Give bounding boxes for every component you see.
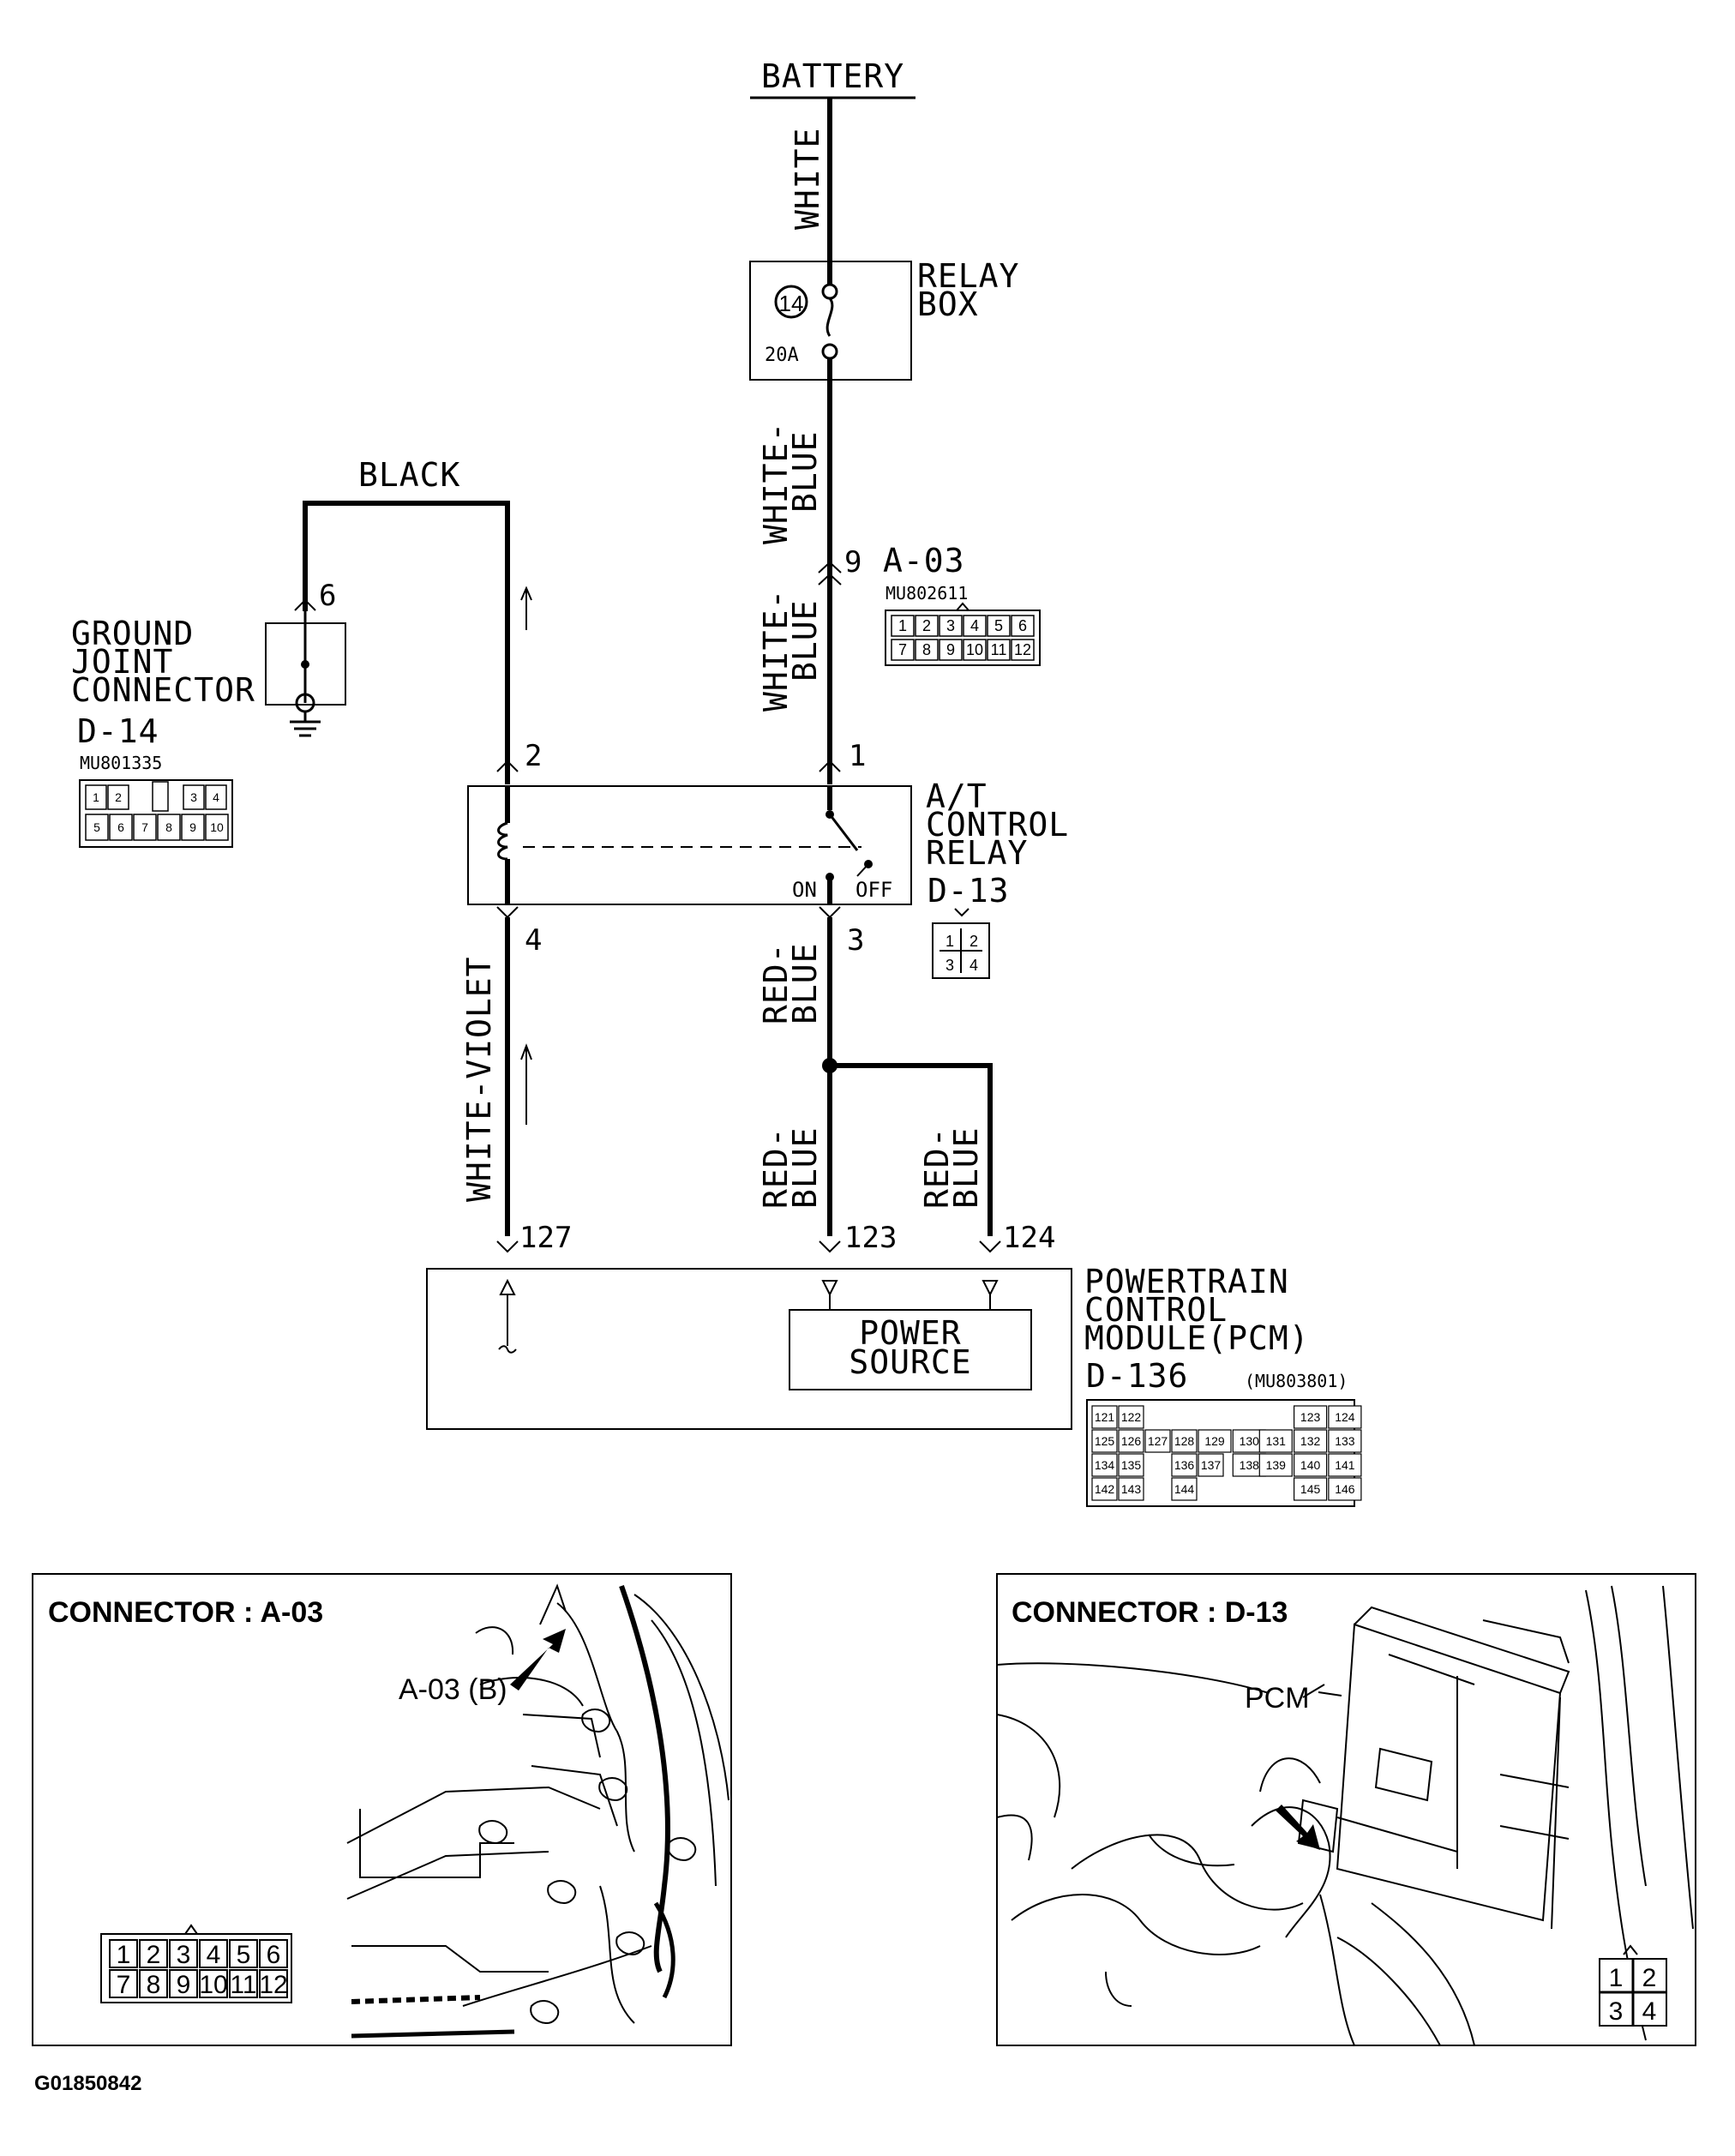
pcm-label-2: CONTROL [1084, 1291, 1228, 1329]
pin-number: 141 [1335, 1458, 1355, 1472]
pin-number: 4 [206, 1941, 221, 1969]
pin-number: 129 [1204, 1434, 1225, 1448]
pin-number: 4 [213, 790, 219, 804]
connector-a03-pin: 9 [844, 545, 862, 580]
pin-number: 11 [990, 641, 1007, 658]
pcm-pin-127: 127 [519, 1221, 573, 1255]
pin-number: 3 [1608, 1997, 1624, 2026]
pin-number: 130 [1239, 1434, 1259, 1448]
pin-number: 142 [1094, 1482, 1115, 1496]
relay-box-label-2: BOX [917, 285, 979, 323]
wire-color-red-blue-1b: BLUE [786, 942, 824, 1024]
wire-color-white-blue-2a: WHITE- [757, 588, 795, 712]
pin-number: 140 [1300, 1458, 1321, 1472]
power-source-label-1: POWER [859, 1314, 962, 1352]
pin-number: 143 [1120, 1482, 1142, 1496]
wire-junction [822, 1058, 837, 1073]
at-control-relay [468, 761, 911, 917]
pin-number: 9 [189, 820, 196, 834]
at-relay-pin-3: 3 [847, 923, 865, 958]
pin-number: 4 [970, 617, 980, 634]
wire-color-red-blue-1a: RED- [757, 942, 795, 1024]
pin-number: 1 [1608, 1964, 1624, 1992]
pin-number: 1 [93, 790, 99, 804]
pin-number: 3 [176, 1941, 191, 1969]
panel-a03-title: CONNECTOR : A-03 [48, 1596, 324, 1629]
pin-number: 10 [199, 1971, 228, 1999]
pin-number: 11 [230, 1971, 257, 1999]
relay-box [750, 261, 911, 380]
ground-joint-label-2: JOINT [71, 643, 174, 681]
pin-number: 7 [116, 1971, 131, 1999]
pin-number: 124 [1335, 1410, 1355, 1424]
pin-number: 126 [1120, 1434, 1142, 1448]
key-notch [153, 782, 168, 811]
pin-number: 6 [266, 1941, 281, 1969]
pin-number: 122 [1120, 1410, 1142, 1424]
wire-color-white-blue-1b: BLUE [786, 430, 824, 513]
pcm-pin-124: 124 [1003, 1221, 1056, 1255]
pin-number: 138 [1239, 1458, 1259, 1472]
panel-d13-callout: PCM [1245, 1682, 1310, 1715]
wire-color-red-blue-3b: BLUE [947, 1126, 985, 1209]
pin-number: 6 [1018, 617, 1028, 634]
panel-connector-d13 [997, 1574, 1696, 2045]
pin-number: 145 [1300, 1482, 1321, 1496]
pin-number: 146 [1335, 1482, 1355, 1496]
pin-number: 5 [994, 617, 1004, 634]
pin-number: 2 [969, 933, 979, 950]
power-source-label-2: SOURCE [849, 1343, 972, 1381]
pin-number: 3 [946, 617, 956, 634]
at-relay-pin-1: 1 [849, 739, 867, 773]
pcm-code: D-136 [1086, 1357, 1189, 1395]
pin-number: 121 [1094, 1410, 1115, 1424]
connector-a03-part-number: MU802611 [886, 583, 969, 604]
pin-number: 7 [898, 641, 908, 658]
pin-number: 7 [141, 820, 148, 834]
ground-joint-label-1: GROUND [71, 615, 195, 652]
panel-d13-title: CONNECTOR : D-13 [1012, 1596, 1288, 1629]
pin-number: 10 [965, 641, 984, 658]
at-relay-off: OFF [855, 878, 893, 902]
pcm-label-1: POWERTRAIN [1084, 1263, 1289, 1300]
pin-number: 12 [1013, 641, 1032, 658]
pin-number: 2 [146, 1941, 161, 1969]
pin-number: 9 [176, 1971, 191, 1999]
pin-number: 6 [117, 820, 124, 834]
pin-number: 137 [1200, 1458, 1222, 1472]
pin-number: 131 [1265, 1434, 1286, 1448]
pin-number: 8 [922, 641, 932, 658]
current-arrow-up-1 [521, 588, 531, 630]
pin-number: 2 [922, 617, 932, 634]
wire-color-red-blue-3a: RED- [918, 1126, 956, 1209]
current-arrow-up-2 [521, 1046, 531, 1125]
at-relay-on: ON [792, 878, 817, 902]
pcm-pin-123: 123 [844, 1221, 898, 1255]
pin-number: 135 [1120, 1458, 1142, 1472]
pin-number: 1 [945, 933, 955, 950]
pin-number: 123 [1300, 1410, 1321, 1424]
pin-number: 10 [210, 820, 224, 834]
connector-a03-label: A-03 [883, 542, 965, 580]
pin-number: 8 [165, 820, 172, 834]
wire-color-white-blue-1a: WHITE- [757, 421, 795, 544]
pin-number: 5 [93, 820, 100, 834]
pin-number: 2 [115, 790, 122, 804]
at-relay-pin-4: 4 [525, 923, 543, 958]
pin-number: 9 [946, 641, 956, 658]
at-relay-face [933, 909, 989, 978]
pin-number: 12 [259, 1971, 288, 1999]
wire-color-black: BLACK [358, 456, 461, 494]
at-relay-pin-2: 2 [525, 739, 543, 773]
wire-color-red-blue-2a: RED- [757, 1126, 795, 1209]
pin-number: 4 [969, 957, 979, 974]
relay-box-label-1: RELAY [917, 257, 1020, 295]
fuse-number: 14 [778, 291, 804, 316]
pin-number: 3 [190, 790, 197, 804]
pcm-label-3: MODULE(PCM) [1084, 1319, 1310, 1357]
panel-a03-callout: A-03 (B) [399, 1673, 507, 1706]
at-relay-label-2: CONTROL [926, 806, 1070, 844]
wire-color-white: WHITE [789, 127, 826, 230]
wire-color-white-violet: WHITE-VIOLET [460, 956, 498, 1202]
ground-joint-pin: 6 [319, 579, 337, 613]
pin-number: 1 [898, 617, 908, 634]
battery-symbol [750, 57, 916, 98]
pin-number: 139 [1265, 1458, 1286, 1472]
pin-number: 127 [1147, 1434, 1168, 1448]
figure-id: G01850842 [34, 2072, 142, 2095]
pin-number: 8 [146, 1971, 161, 1999]
wire-color-white-blue-2b: BLUE [786, 599, 824, 682]
at-relay-label-1: A/T [926, 778, 988, 815]
pin-number: 144 [1174, 1482, 1195, 1496]
pin-number: 136 [1174, 1458, 1195, 1472]
pin-number: 125 [1094, 1434, 1115, 1448]
pin-number: 1 [116, 1941, 131, 1969]
ground-joint-connector [266, 600, 345, 736]
pin-number: 4 [1642, 1997, 1657, 2026]
pin-number: 133 [1335, 1434, 1355, 1448]
pin-number: 132 [1300, 1434, 1321, 1448]
pin-number: 5 [236, 1941, 251, 1969]
pcm-part-number: (MU803801) [1245, 1371, 1348, 1391]
ground-joint-part-number: MU801335 [80, 753, 163, 773]
pin-number: 134 [1094, 1458, 1115, 1472]
at-relay-code: D-13 [928, 872, 1010, 910]
pcm-module [427, 1241, 1072, 1429]
at-relay-label-3: RELAY [926, 834, 1029, 872]
pin-number: 3 [945, 957, 955, 974]
fuse-rating: 20A [765, 345, 799, 366]
ground-joint-code: D-14 [77, 712, 159, 750]
pin-number: 2 [1642, 1964, 1657, 1992]
battery-label: BATTERY [761, 57, 905, 95]
ground-joint-label-3: CONNECTOR [71, 671, 255, 709]
pin-number: 128 [1174, 1434, 1195, 1448]
wire-color-red-blue-2b: BLUE [786, 1126, 824, 1209]
